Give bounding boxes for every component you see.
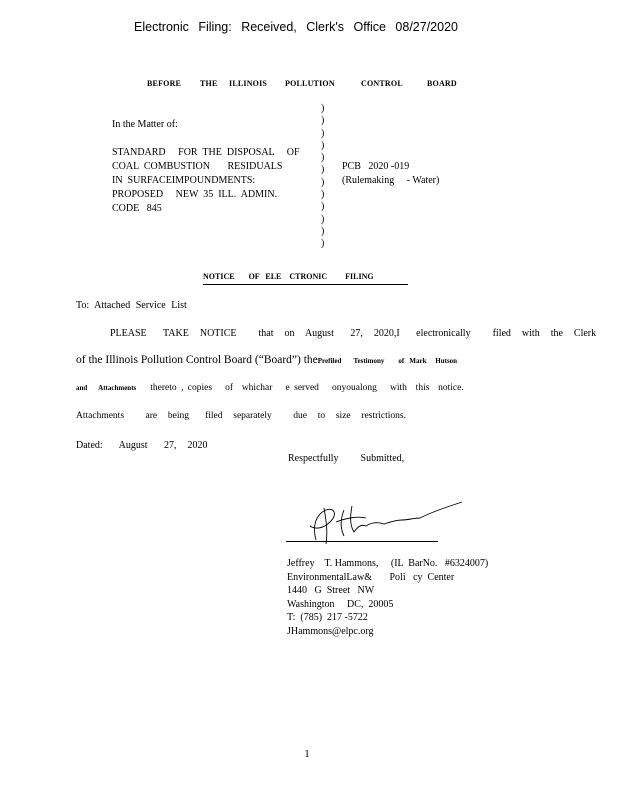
in-the-matter-label: In the Matter of: — [112, 119, 178, 130]
board-title-word: CONTROL — [361, 79, 403, 88]
testimony-reference: Prefiled Testimony of Mark Hutson — [317, 357, 458, 365]
caption-line: IN SURFACEIMPOUNDMENTS: — [112, 175, 256, 186]
paren: ) — [321, 152, 325, 164]
board-title-word: ILLINOIS — [229, 79, 268, 88]
notice-paragraph-line — [76, 383, 464, 393]
attachments-note: Attachments are being filed separately due to size restrictions. — [76, 411, 406, 421]
city-address: Washington DC, 20005 — [287, 598, 394, 610]
paren: ) — [321, 238, 325, 250]
board-title — [147, 79, 457, 88]
paren: ) — [321, 189, 325, 201]
organization: EnvironmentalLaw& Poli cy Center — [287, 571, 455, 583]
street-address: 1440 G Street NW — [287, 585, 375, 597]
docket-type: (Rulemaking - Water) — [342, 175, 440, 186]
caption-parentheses — [321, 103, 324, 251]
handwritten-signature — [286, 496, 466, 546]
attorney-name: Jeffrey T. Hammons, (IL BarNo. #6324007) — [287, 558, 489, 569]
paren: ) — [321, 176, 325, 188]
page-number: 1 — [304, 748, 310, 760]
filing-stamp: Electronic Filing: Received, Clerk's Office 08/27/2020 — [134, 20, 458, 34]
paren: ) — [321, 115, 325, 127]
paren: ) — [321, 225, 325, 237]
signature-address-block — [287, 557, 488, 639]
notice-text: of the Illinois Pollution Control Board (“Board”) the — [76, 354, 318, 366]
dated-line: Dated: August 27, 2020 — [76, 440, 208, 451]
paren: ) — [321, 201, 325, 213]
board-title-word: THE — [200, 79, 218, 88]
paren: ) — [321, 213, 325, 225]
notice-title: NOTICE OF ELE CTRONIC FILING — [203, 272, 374, 281]
email-address: JHammons@elpc.org — [287, 625, 374, 637]
paren: ) — [321, 103, 325, 114]
paren: ) — [321, 127, 325, 139]
to-line: To: Attached Service List — [76, 300, 187, 311]
board-title-word: BOARD — [427, 79, 457, 88]
signature-line — [286, 541, 438, 542]
caption-line: PROPOSED NEW 35 ILL. ADMIN. — [112, 189, 278, 200]
board-title-word: BEFORE — [147, 79, 182, 88]
phone-number: T: (785) 217 -5722 — [287, 612, 368, 624]
paren: ) — [321, 139, 325, 151]
case-caption — [112, 146, 312, 216]
caption-line: COAL COMBUSTION RESIDUALS — [112, 161, 283, 172]
notice-text: thereto , copies of whichar e served onyoualong with this notice. — [150, 383, 464, 393]
caption-line: CODE 845 — [112, 203, 162, 214]
attachments-reference: and Attachments — [76, 384, 137, 392]
caption-line: STANDARD FOR THE DISPOSAL OF — [112, 147, 300, 158]
notice-paragraph-line: PLEASE TAKE NOTICE that on August 27, 2020,I electronically filed with the Clerk — [110, 328, 597, 339]
notice-paragraph-line — [76, 354, 457, 366]
docket-info — [342, 160, 439, 188]
board-title-word: POLLUTION — [285, 79, 335, 88]
closing: Respectfully Submitted, — [288, 453, 405, 464]
paren: ) — [321, 164, 325, 176]
docket-number: PCB 2020 -019 — [342, 161, 410, 172]
notice-title-underline — [203, 284, 408, 285]
